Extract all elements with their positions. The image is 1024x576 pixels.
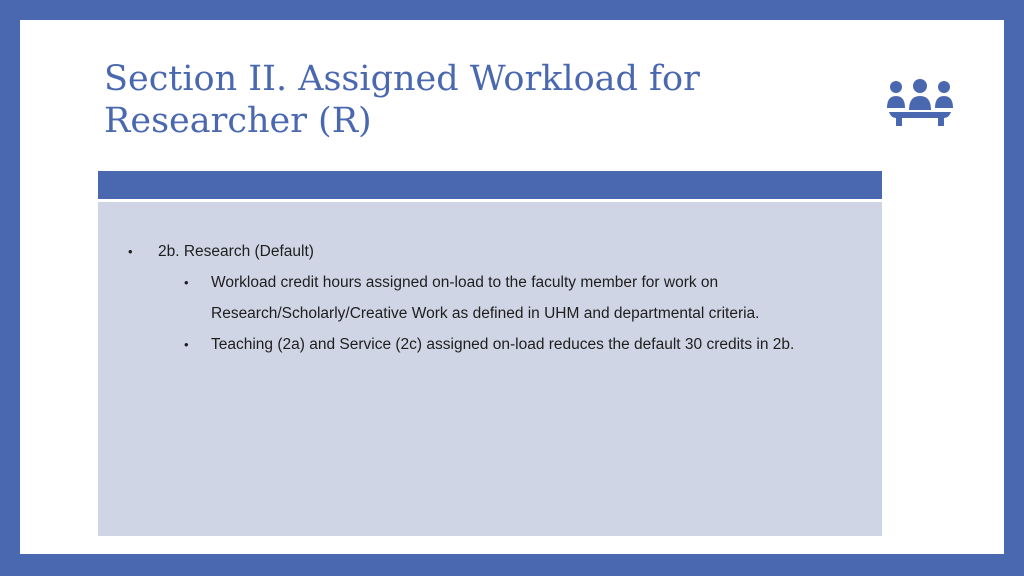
title-line-1: Section II. Assigned Workload for — [104, 59, 700, 99]
item-text: 2b. Research (Default) — [158, 243, 314, 260]
people-group-icon — [886, 78, 954, 126]
header-band — [98, 171, 882, 199]
sub-item-text: Teaching (2a) and Service (2c) assigned on-load reduces the default 30 credits in 2b. — [211, 336, 795, 353]
bullet-list — [128, 236, 862, 360]
content-box — [98, 202, 882, 536]
bullet: • — [184, 275, 189, 290]
slide-title — [104, 58, 804, 142]
title-line-2: Researcher (R) — [104, 101, 372, 141]
list-item — [128, 236, 862, 267]
sub-item-text-line-1: Workload credit hours assigned on-load to the faculty member for work on — [211, 274, 719, 291]
sub-list-item — [128, 267, 862, 329]
sub-item-text-line-2: Research/Scholarly/Creative Work as defined in UHM and departmental criteria. — [211, 305, 760, 322]
sub-list-item — [128, 329, 862, 360]
bullet: • — [184, 337, 189, 352]
bullet: • — [128, 244, 133, 259]
slide — [20, 20, 1004, 554]
